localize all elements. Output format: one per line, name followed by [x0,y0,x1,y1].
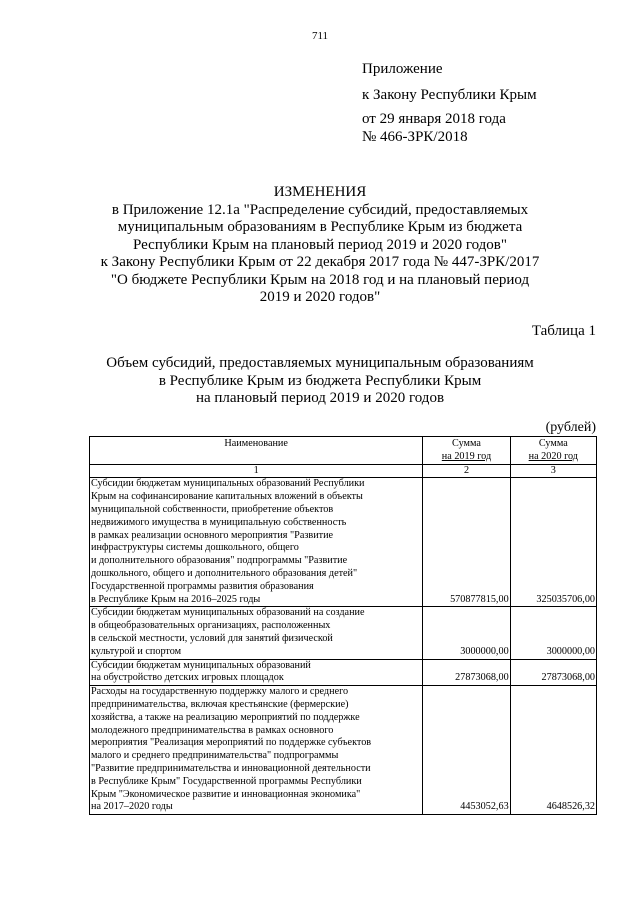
row-amount-2019: 4453052,63 [423,686,510,815]
subsidies-table [89,436,597,815]
header-2020: Сумма на 2020 год [510,437,596,465]
table-row [90,607,597,659]
table-subtitle [60,355,580,408]
changes-line: Республики Крым на плановый период 2019 и 2020 годов" [132,236,508,253]
col-number: 2 [423,464,510,478]
appendix-number: № 466-ЗРК/2018 [362,129,468,145]
header-name: Наименование [90,437,423,465]
row-amount-2019: 27873068,00 [423,659,510,686]
row-amount-2020: 27873068,00 [510,659,596,686]
row-amount-2020: 3000000,00 [510,607,596,659]
row-name: Расходы на государственную поддержку малого и среднего предпринимательства, включая крестьянские (фермерские) хозяйства, а также на реализацию мероприятий по поддержке молодежного предпринимательства в рамках основного мероприятия "Реализация мероприятий по поддержке субъектов малого и среднего предпринимательства" подпрограммы "Развитие предпринимательства и инновационной деятельности в Республике Крым" Государственной программы Республики Крым "Экономическое развитие и инновационная экономика" на 2017–2020 годы [90,686,423,815]
changes-line: "О бюджете Республики Крым на 2018 год и на плановый период [110,271,530,288]
appendix-law: к Закону Республики Крым [362,87,537,103]
row-name: Субсидии бюджетам муниципальных образований на обустройство детских игровых площадок [90,659,423,686]
page-number: 711 [311,30,329,42]
row-amount-2020: 4648526,32 [510,686,596,815]
col-number: 3 [510,464,596,478]
table-row [90,686,597,815]
subtitle-line: на плановый период 2019 и 2020 годов [195,390,445,406]
column-number-row [90,464,597,478]
subtitle-line: в Республике Крым из бюджета Республики Крым [158,372,482,389]
changes-line: 2019 и 2020 годов" [259,289,381,305]
units-label: (рублей) [545,420,596,435]
appendix-title: Приложение [362,61,443,77]
row-name: Субсидии бюджетам муниципальных образований на создание в общеобразовательных организациях, расположенных в сельской местности, условий для занятий физической культурой и спортом [90,607,423,659]
changes-line: к Закону Республики Крым от 22 декабря 2017 года № 447-ЗРК/2017 [100,254,540,270]
changes-line: муниципальным образованиям в Республике Крым из бюджета [117,219,523,235]
header-2019: Сумма на 2019 год [423,437,510,465]
row-amount-2019: 570877815,00 [423,478,510,607]
row-amount-2019: 3000000,00 [423,607,510,659]
appendix-date: от 29 января 2018 года [362,111,506,127]
table-header-row [90,437,597,465]
row-name: Субсидии бюджетам муниципальных образований Республики Крым на софинансирование капитальных вложений в объекты муниципальной собственности, приобретение объектов недвижимого имущества в муниципальную собственность в рамках реализации основного мероприятия "Развитие инфраструктуры системы дошкольного, общего и дополнительного образования" подпрограммы "Развитие дошкольного, общего и дополнительного образования детей" Государственной программы развития образования в Республике Крым на 2016–2025 годы [90,478,423,607]
changes-block [60,184,580,307]
changes-line: в Приложение 12.1а "Распределение субсидий, предоставляемых [111,201,529,218]
table-label: Таблица 1 [531,323,596,339]
subtitle-line: Объем субсидий, предоставляемых муниципальным образованиям [106,355,534,371]
table-row [90,659,597,686]
col-number: 1 [90,464,423,478]
changes-heading: ИЗМЕНЕНИЯ [273,184,367,200]
row-amount-2020: 325035706,00 [510,478,596,607]
appendix-block [362,60,537,146]
table-row [90,478,597,607]
